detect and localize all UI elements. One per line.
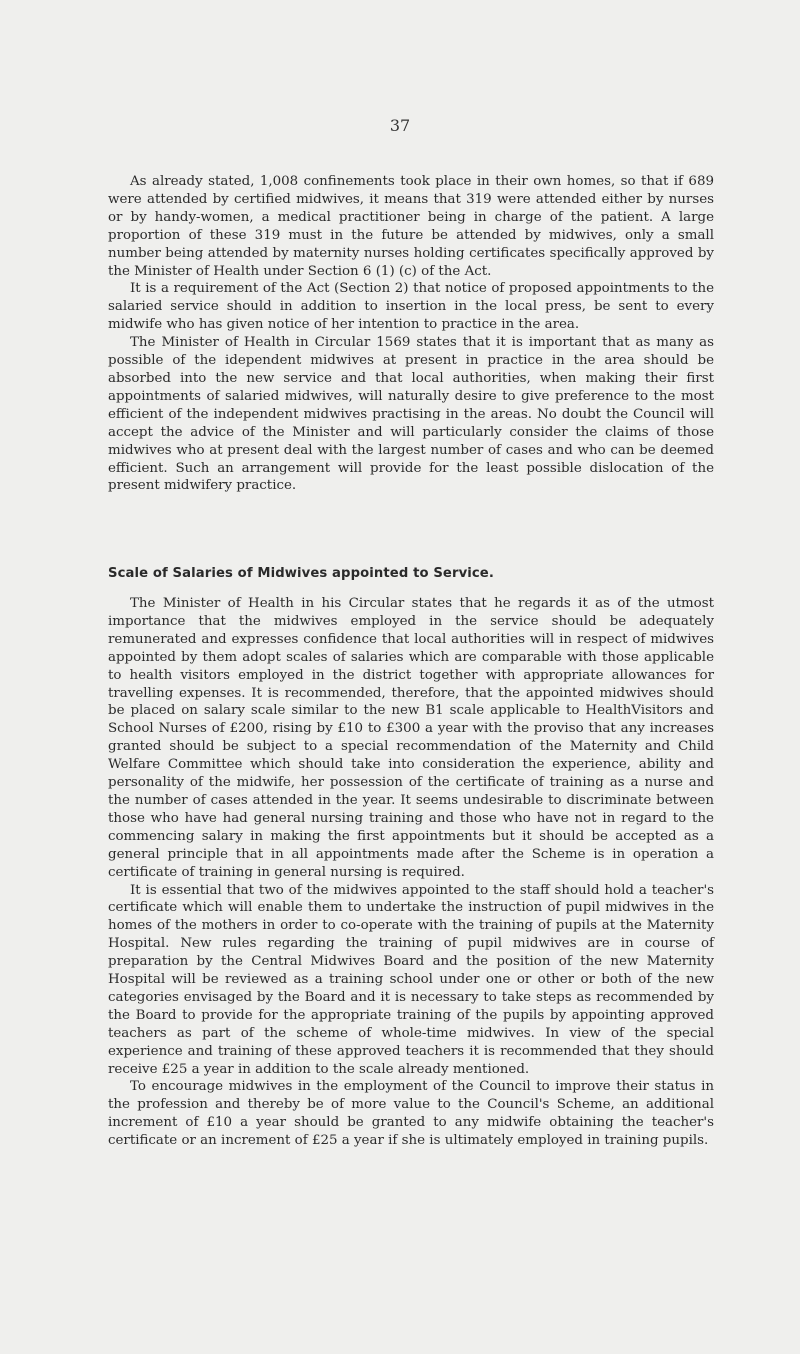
paragraph: To encourage midwives in the employment of the Council to improve their status in the profession and thereby be of more value to the Council's Scheme, an additional increment of £10 a year should be granted to any midwife obtaining the teacher's certificate or an increment of £25 a year if she is ultimately employed in training pupils.: [108, 1079, 714, 1149]
paragraph: The Minister of Health in his Circular states that he regards it as of the utmost importance that the midwives employed in the service should be adequately remunerated and expresses confidence that local authorities will in respect of midwives appointed by them adopt scales of salaries which are comparable with those applicable to health visitors employed in the district together with appropriate allowances for travelling expenses. It is recommended, therefore, that the appointed midwives should be placed on salary scale similar to the new B1 scale applicable to HealthVisitors and School Nurses of £200, rising by £10 to £300 a year with the proviso that any increases granted should be subject to a special recommendation of the Maternity and Child Welfare Committee which should take into consideration the experience, ability and personality of the midwife, her possession of the certificate of training as a nurse and the number of cases attended in the year. It seems undesirable to discriminate between those who have had general nursing training and those who have not in regard to the commencing salary in making the first appointments but it should be accepted as a general principle that in all appointments made after the Scheme is in operation a certificate of training in general nursing is required.: [108, 596, 714, 880]
page-number: 37: [389, 116, 411, 135]
paragraph: It is essential that two of the midwives appointed to the staff should hold a teacher's certificate which will enable them to undertake the instruction of pupil midwives in the homes of the mothers in order to co-operate with the training of pupils at the Maternity Hospital. New rules regarding the training of pupil midwives are in course of preparation by the Central Midwives Board and the position of the new Maternity Hospital will be reviewed as a training school under one or other or both of the new categories envisaged by the Board and it is necessary to take steps as recommended by the Board to provide for the appropriate training of the pupils by appointing approved teachers as part of the scheme of whole-time midwives. In view of the special experience and training of these approved teachers it is recommended that they should receive £25 a year in addition to the scale already mentioned.: [108, 882, 714, 1077]
paragraph: It is a requirement of the Act (Section 2) that notice of proposed appointments to the salaried service should in addition to insertion in the local press, be sent to every midwife who has given notice of her intention to practice in the area.: [108, 281, 714, 333]
section-text: [108, 595, 714, 1150]
intro-text: [108, 173, 714, 495]
section-heading: Scale of Salaries of Midwives appointed to Service.: [108, 566, 494, 581]
paragraph: The Minister of Health in Circular 1569 states that it is important that as many as possible of the idependent midwives at present in practice in the area should be absorbed into the new service and that local authorities, when making their first appointments of salaried midwives, will naturally desire to give preference to the most efficient of the independent midwives practising in the areas. No doubt the Council will accept the advice of the Minister and will particularly consider the claims of those midwives who at present deal with the largest number of cases and who can be deemed efficient. Such an arrangement will provide for the least possible dislocation of the present midwifery practice.: [108, 335, 714, 494]
paragraph: As already stated, 1,008 confinements took place in their own homes, so that if 689 were attended by certified midwives, it means that 319 were attended either by nurses or by handy-women, a medical practitioner being in charge of the patient. A large proportion of these 319 must in the future be attended by midwives, only a small number being attended by maternity nurses holding certificates specifically approved by the Minister of Health under Section 6 (1) (c) of the Act.: [108, 174, 714, 279]
